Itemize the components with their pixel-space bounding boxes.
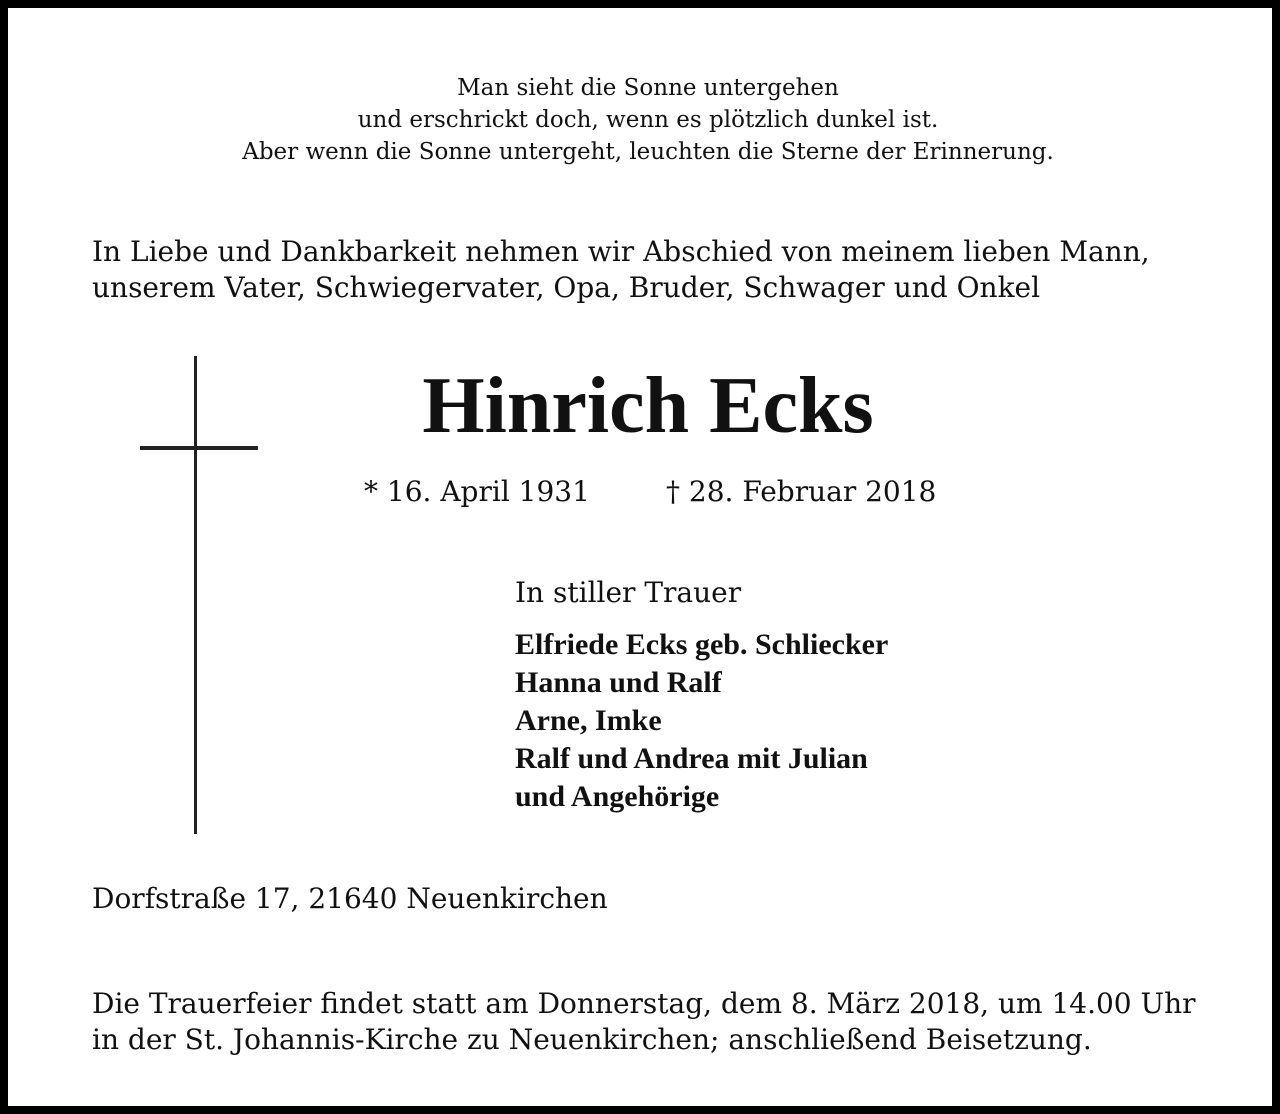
- service-line: Die Trauerfeier findet statt am Donnerstag, dem 8. März 2018, um 14.00 Uhr: [92, 987, 1196, 1020]
- mourners-label: In stiller Trauer: [515, 576, 742, 609]
- service-line: in der St. Johannis-Kirche zu Neuenkirchen; anschließend Beisetzung.: [92, 1023, 1092, 1056]
- poem: [8, 72, 1280, 168]
- family-address: Dorfstraße 17, 21640 Neuenkirchen: [92, 882, 608, 915]
- death-date: † 28. Februar 2018: [666, 475, 937, 508]
- intro-line: In Liebe und Dankbarkeit nehmen wir Abschied von meinem lieben Mann,: [92, 235, 1150, 268]
- poem-line: Aber wenn die Sonne untergeht, leuchten die Sterne der Erinnerung.: [242, 139, 1054, 165]
- birth-date: * 16. April 1931: [364, 475, 590, 508]
- mourner-name: und Angehörige: [515, 780, 720, 813]
- mourner-name: Hanna und Ralf: [515, 666, 722, 699]
- mourner-name: Ralf und Andrea mit Julian: [515, 742, 868, 775]
- poem-line: und erschrickt doch, wenn es plötzlich dunkel ist.: [357, 107, 939, 133]
- deceased-name: Hinrich Ecks: [422, 362, 874, 450]
- poem-line: Man sieht die Sonne untergehen: [457, 75, 839, 101]
- mourners-list: [515, 626, 888, 816]
- intro-line: unserem Vater, Schwiegervater, Opa, Bruder, Schwager und Onkel: [92, 271, 1041, 304]
- funeral-service-info: [92, 986, 1212, 1058]
- mourner-name: Elfriede Ecks geb. Schliecker: [515, 628, 889, 661]
- mourner-name: Arne, Imke: [515, 704, 662, 737]
- farewell-intro: [92, 234, 1212, 306]
